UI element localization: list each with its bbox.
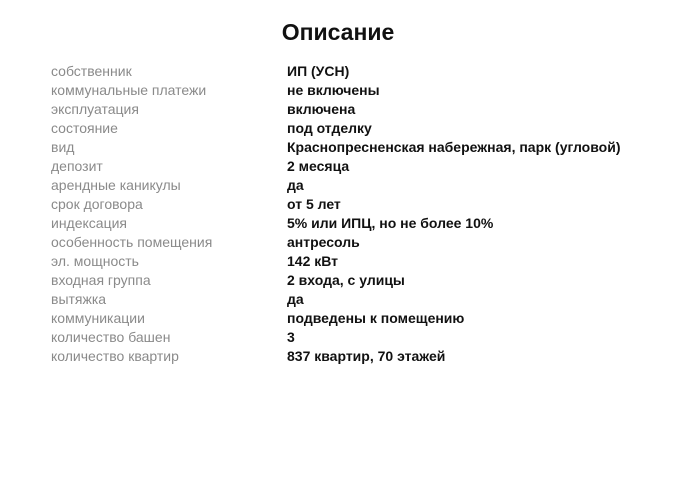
row-label: входная группа	[51, 272, 151, 288]
row-label: срок договора	[51, 196, 143, 212]
row-label: депозит	[51, 158, 103, 174]
row-label: индексация	[51, 215, 127, 231]
row-label: вид	[51, 139, 75, 155]
row-value: 2 входа, с улицы	[287, 272, 405, 288]
row-indexation	[51, 214, 671, 233]
row-label: эксплуатация	[51, 101, 139, 117]
row-label: вытяжка	[51, 291, 107, 307]
row-value: да	[287, 177, 304, 193]
row-value: да	[287, 291, 304, 307]
row-value: 142 кВт	[287, 253, 339, 269]
row-exhaust	[51, 290, 671, 309]
row-value: антресоль	[287, 234, 360, 250]
row-value: включена	[287, 101, 356, 117]
row-label: арендные каникулы	[51, 177, 181, 193]
row-label: эл. мощность	[51, 253, 139, 269]
row-label: собственник	[51, 63, 132, 79]
row-value: Краснопресненская набережная, парк (угловой)	[287, 139, 621, 155]
row-value: 837 квартир, 70 этажей	[287, 348, 446, 364]
row-value: подведены к помещению	[287, 310, 465, 326]
row-label: коммуникации	[51, 310, 145, 326]
row-label: коммунальные платежи	[51, 82, 207, 98]
row-deposit	[51, 157, 671, 176]
row-premises-feature	[51, 233, 671, 252]
row-view	[51, 138, 671, 157]
row-towers	[51, 328, 671, 347]
row-label: особенность помещения	[51, 234, 213, 250]
row-value: 2 месяца	[287, 158, 350, 174]
row-communications	[51, 309, 671, 328]
description-table	[51, 62, 671, 366]
row-owner	[51, 62, 671, 81]
row-electric-power	[51, 252, 671, 271]
row-value: 5% или ИПЦ, но не более 10%	[287, 215, 494, 231]
row-condition	[51, 119, 671, 138]
row-contract-term	[51, 195, 671, 214]
row-value: от 5 лет	[287, 196, 341, 212]
row-label: состояние	[51, 120, 118, 136]
row-rent-holidays	[51, 176, 671, 195]
page-title: Описание	[281, 19, 395, 45]
row-entrance	[51, 271, 671, 290]
row-utilities	[51, 81, 671, 100]
row-maintenance	[51, 100, 671, 119]
row-apartments	[51, 347, 671, 366]
row-value: не включены	[287, 82, 380, 98]
row-value: 3	[287, 329, 295, 345]
row-label: количество башен	[51, 329, 171, 345]
row-value: ИП (УСН)	[287, 63, 350, 79]
row-label: количество квартир	[51, 348, 179, 364]
row-value: под отделку	[287, 120, 372, 136]
